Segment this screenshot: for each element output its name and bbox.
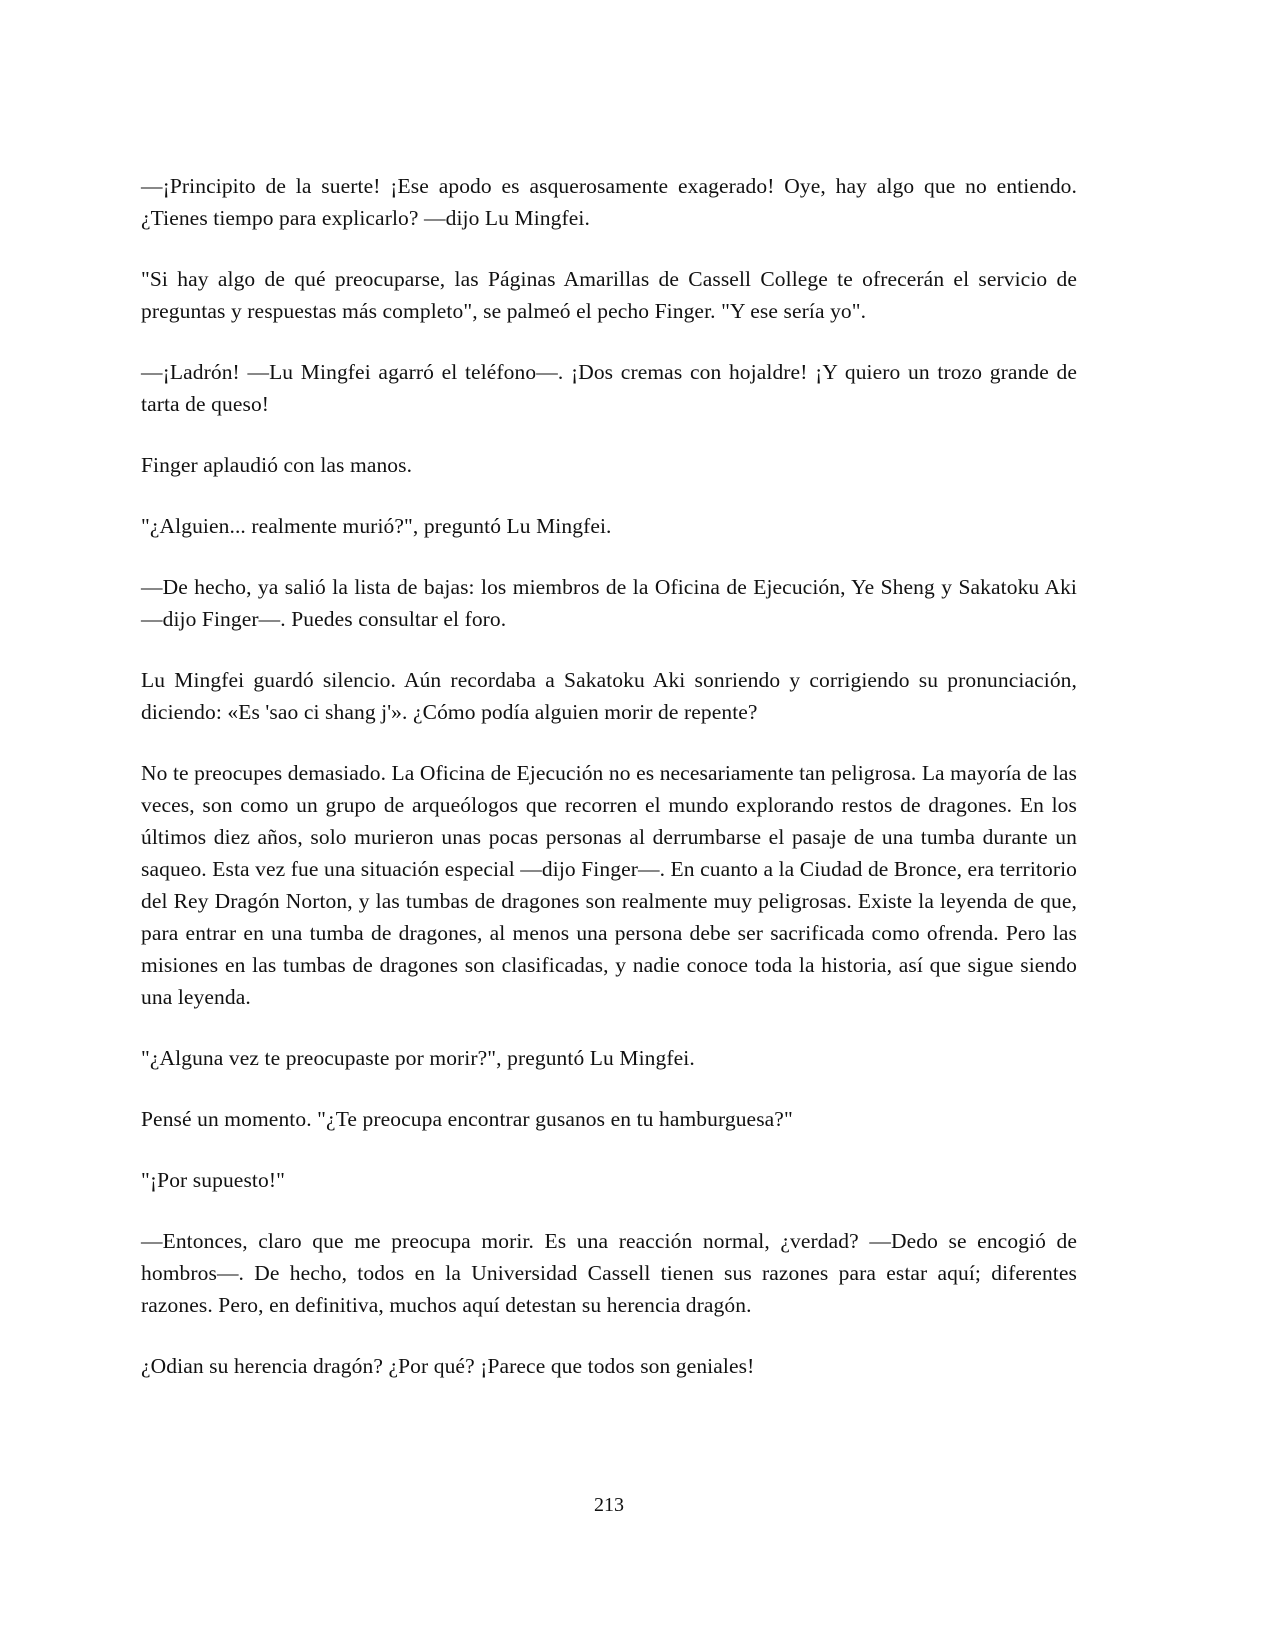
paragraph: Lu Mingfei guardó silencio. Aún recordaba a Sakatoku Aki sonriendo y corrigiendo su pronunciación, diciendo: «Es 'sao ci shang j'». ¿Cómo podía alguien morir de repente? (141, 668, 1077, 724)
paragraph: No te preocupes demasiado. La Oficina de Ejecución no es necesariamente tan peligrosa. La mayoría de las veces, son como un grupo de arqueólogos que recorren el mundo explorando restos de dragones. En los últimos diez años, solo murieron unas pocas personas al derrumbarse el pasaje de una tumba durante un saqueo. Esta vez fue una situación especial —dijo Finger—. En cuanto a la Ciudad de Bronce, era territorio del Rey Dragón Norton, y las tumbas de dragones son realmente muy peligrosas. Existe la leyenda de que, para entrar en una tumba de dragones, al menos una persona debe ser sacrificada como ofrenda. Pero las misiones en las tumbas de dragones son clasificadas, y nadie conoce toda la historia, así que sigue siendo una leyenda. (141, 761, 1077, 1009)
page-content (141, 170, 1077, 1382)
paragraph: Finger aplaudió con las manos. (141, 453, 413, 477)
paragraph: —Entonces, claro que me preocupa morir. Es una reacción normal, ¿verdad? —Dedo se encogió de hombros—. De hecho, todos en la Universidad Cassell tienen sus razones para estar aquí; diferentes razones. Pero, en definitiva, muchos aquí detestan su herencia dragón. (141, 1229, 1077, 1317)
paragraph: "¿Alguna vez te preocupaste por morir?", preguntó Lu Mingfei. (141, 1046, 695, 1070)
paragraph: ¿Odian su herencia dragón? ¿Por qué? ¡Parece que todos son geniales! (141, 1354, 755, 1378)
paragraph: "¡Por supuesto!" (141, 1168, 285, 1192)
page-number: 213 (594, 1494, 624, 1516)
paragraph: Pensé un momento. "¿Te preocupa encontrar gusanos en tu hamburguesa?" (141, 1107, 793, 1131)
paragraph: —¡Principito de la suerte! ¡Ese apodo es asquerosamente exagerado! Oye, hay algo que no entiendo. ¿Tienes tiempo para explicarlo? —dijo Lu Mingfei. (141, 174, 1077, 230)
paragraph: "Si hay algo de qué preocuparse, las Páginas Amarillas de Cassell College te ofrecerán el servicio de preguntas y respuestas más completo", se palmeó el pecho Finger. "Y ese sería yo". (141, 267, 1077, 323)
paragraph: —De hecho, ya salió la lista de bajas: los miembros de la Oficina de Ejecución, Ye Sheng y Sakatoku Aki —dijo Finger—. Puedes consultar el foro. (141, 575, 1077, 631)
paragraph: —¡Ladrón! —Lu Mingfei agarró el teléfono—. ¡Dos cremas con hojaldre! ¡Y quiero un trozo grande de tarta de queso! (141, 360, 1077, 416)
paragraph: "¿Alguien... realmente murió?", preguntó Lu Mingfei. (141, 514, 612, 538)
